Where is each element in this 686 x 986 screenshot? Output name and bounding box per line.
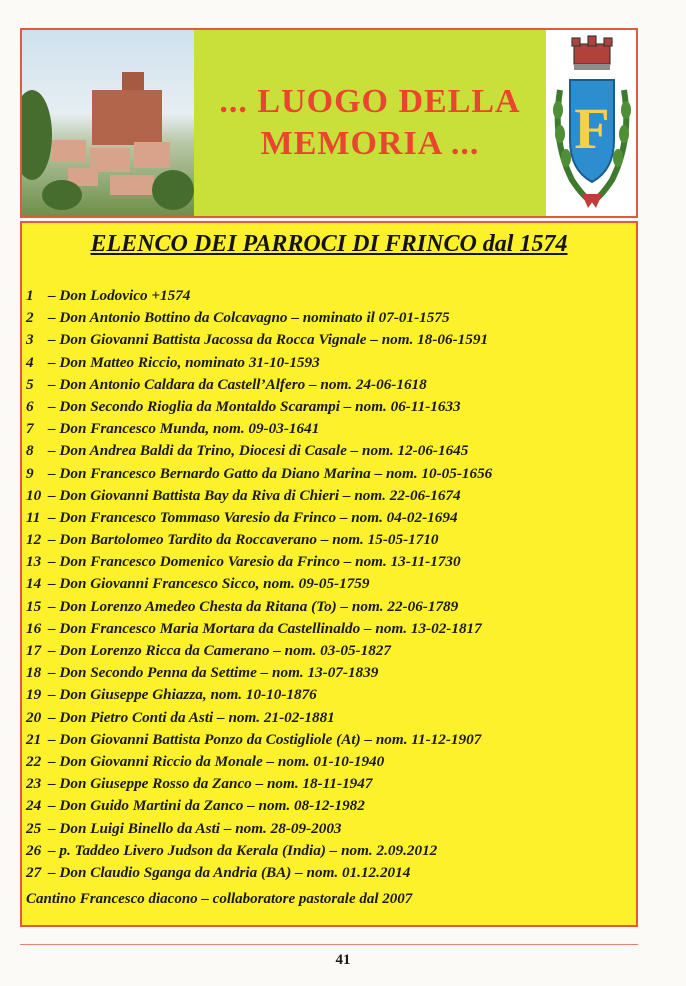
page-number: 41 xyxy=(335,952,351,968)
list-item xyxy=(26,329,492,351)
entry-text: – p. Taddeo Livero Judson da Kerala (India) – nom. 2.09.2012 xyxy=(48,841,438,859)
list-title: ELENCO DEI PARROCI DI FRINCO dal 1574 xyxy=(90,231,568,257)
entry-number: 20 xyxy=(26,708,42,726)
entry-number: 10 xyxy=(26,486,42,504)
banner-title-line1: ... LUOGO DELLA xyxy=(219,83,521,120)
list-item xyxy=(26,751,492,773)
entry-number: 15 xyxy=(26,597,42,615)
crest-icon xyxy=(546,30,638,216)
entry-text: – Don Francesco Bernardo Gatto da Diano Marina – nom. 10-05-1656 xyxy=(48,464,493,482)
banner-title xyxy=(194,30,546,216)
entry-text: – Don Francesco Munda, nom. 09-03-1641 xyxy=(48,420,320,438)
entry-number: 4 xyxy=(26,353,34,371)
list-item xyxy=(26,729,492,751)
entry-number: 21 xyxy=(26,730,42,748)
entry-text: – Don Lorenzo Amedeo Chesta da Ritana (To) – nom. 22-06-1789 xyxy=(48,597,459,615)
entry-text: – Don Secondo Rioglia da Montaldo Scarampi – nom. 06-11-1633 xyxy=(48,397,461,415)
list-item xyxy=(26,507,492,529)
list-item xyxy=(26,773,492,795)
entry-number: 5 xyxy=(26,375,34,393)
entry-number: 23 xyxy=(26,775,42,793)
entry-text: – Don Francesco Tommaso Varesio da Frinco – nom. 04-02-1694 xyxy=(48,508,458,526)
list-item xyxy=(26,573,492,595)
priests-list-panel xyxy=(20,221,638,927)
entry-number: 25 xyxy=(26,819,42,837)
crest-letter: F xyxy=(574,96,610,161)
entry-number: 1 xyxy=(26,287,34,304)
list-item xyxy=(26,662,492,684)
list-item xyxy=(26,418,492,440)
entry-number: 7 xyxy=(26,420,34,438)
entry-text: – Don Bartolomeo Tardito da Roccaverano – nom. 15-05-1710 xyxy=(48,531,439,549)
entry-number: 11 xyxy=(26,508,41,526)
entry-number: 26 xyxy=(26,841,42,859)
list-item xyxy=(26,862,492,884)
entry-text: – Don Antonio Caldara da Castell’Alfero – nom. 24-06-1618 xyxy=(48,375,427,393)
list-item xyxy=(26,463,492,485)
entry-number: 22 xyxy=(26,752,42,770)
list-item xyxy=(26,307,492,329)
list-item xyxy=(26,529,492,551)
entry-text: – Don Matteo Riccio, nominato 31-10-1593 xyxy=(48,353,320,371)
entry-text: – Don Francesco Maria Mortara da Castellinaldo – nom. 13-02-1817 xyxy=(48,619,482,637)
list-item xyxy=(26,596,492,618)
entry-number: 2 xyxy=(26,309,34,327)
entry-text: – Don Antonio Bottino da Colcavagno – nominato il 07-01-1575 xyxy=(48,309,450,327)
list-item xyxy=(26,618,492,640)
entry-number: 17 xyxy=(26,642,42,659)
list-item xyxy=(26,285,492,307)
entry-text: – Don Luigi Binello da Asti – nom. 28-09-2003 xyxy=(48,819,342,837)
page-divider xyxy=(20,944,638,945)
list-item xyxy=(26,485,492,507)
priests-list xyxy=(26,285,492,884)
entry-text: – Don Giovanni Battista Bay da Riva di Chieri – nom. 22-06-1674 xyxy=(48,486,461,504)
entry-text: – Don Giovanni Francesco Sicco, nom. 09-05-1759 xyxy=(48,575,370,593)
entry-number: 14 xyxy=(26,575,42,593)
village-photo xyxy=(22,30,194,216)
entry-number: 8 xyxy=(26,442,34,460)
list-item xyxy=(26,374,492,396)
entry-text: – Don Francesco Domenico Varesio da Frinco – nom. 13-11-1730 xyxy=(48,553,461,571)
list-item xyxy=(26,352,492,374)
list-item xyxy=(26,640,492,662)
entry-number: 18 xyxy=(26,664,42,682)
entry-text: – Don Lodovico +1574 xyxy=(48,287,191,304)
entry-number: 3 xyxy=(26,331,34,349)
entry-text: – Don Giovanni Riccio da Monale – nom. 01-10-1940 xyxy=(48,752,385,770)
entry-text: – Don Lorenzo Ricca da Camerano – nom. 03-05-1827 xyxy=(48,642,391,659)
entry-text: – Don Andrea Baldi da Trino, Diocesi di Casale – nom. 12-06-1645 xyxy=(48,442,469,460)
footer-note: Cantino Francesco diacono – collaboratore pastorale dal 2007 xyxy=(26,891,413,907)
list-item xyxy=(26,551,492,573)
entry-text: – Don Giuseppe Ghiazza, nom. 10-10-1876 xyxy=(48,686,317,704)
list-item xyxy=(26,684,492,706)
entry-text: – Don Giovanni Battista Ponzo da Costigliole (At) – nom. 11-12-1907 xyxy=(48,730,482,748)
entry-text: – Don Pietro Conti da Asti – nom. 21-02-1881 xyxy=(48,708,335,726)
entry-number: 19 xyxy=(26,686,42,704)
entry-text: – Don Giovanni Battista Jacossa da Rocca Vignale – nom. 18-06-1591 xyxy=(48,331,489,349)
list-item xyxy=(26,440,492,462)
list-item xyxy=(26,840,492,862)
entry-number: 27 xyxy=(26,863,42,881)
entry-text: – Don Giuseppe Rosso da Zanco – nom. 18-11-1947 xyxy=(48,775,373,793)
entry-text: – Don Secondo Penna da Settime – nom. 13-07-1839 xyxy=(48,664,379,682)
entry-number: 13 xyxy=(26,553,42,571)
header-banner xyxy=(20,28,638,218)
list-item xyxy=(26,707,492,729)
entry-number: 12 xyxy=(26,531,42,549)
entry-number: 24 xyxy=(26,797,42,815)
entry-text: – Don Claudio Sganga da Andria (BA) – nom. 01.12.2014 xyxy=(48,863,411,881)
entry-number: 16 xyxy=(26,619,42,637)
list-item xyxy=(26,396,492,418)
entry-number: 6 xyxy=(26,397,34,415)
banner-title-line2: MEMORIA ... xyxy=(260,125,480,162)
coat-of-arms xyxy=(546,30,638,216)
entry-number: 9 xyxy=(26,464,34,482)
list-item xyxy=(26,818,492,840)
list-item xyxy=(26,795,492,817)
entry-text: – Don Guido Martini da Zanco – nom. 08-12-1982 xyxy=(48,797,365,815)
